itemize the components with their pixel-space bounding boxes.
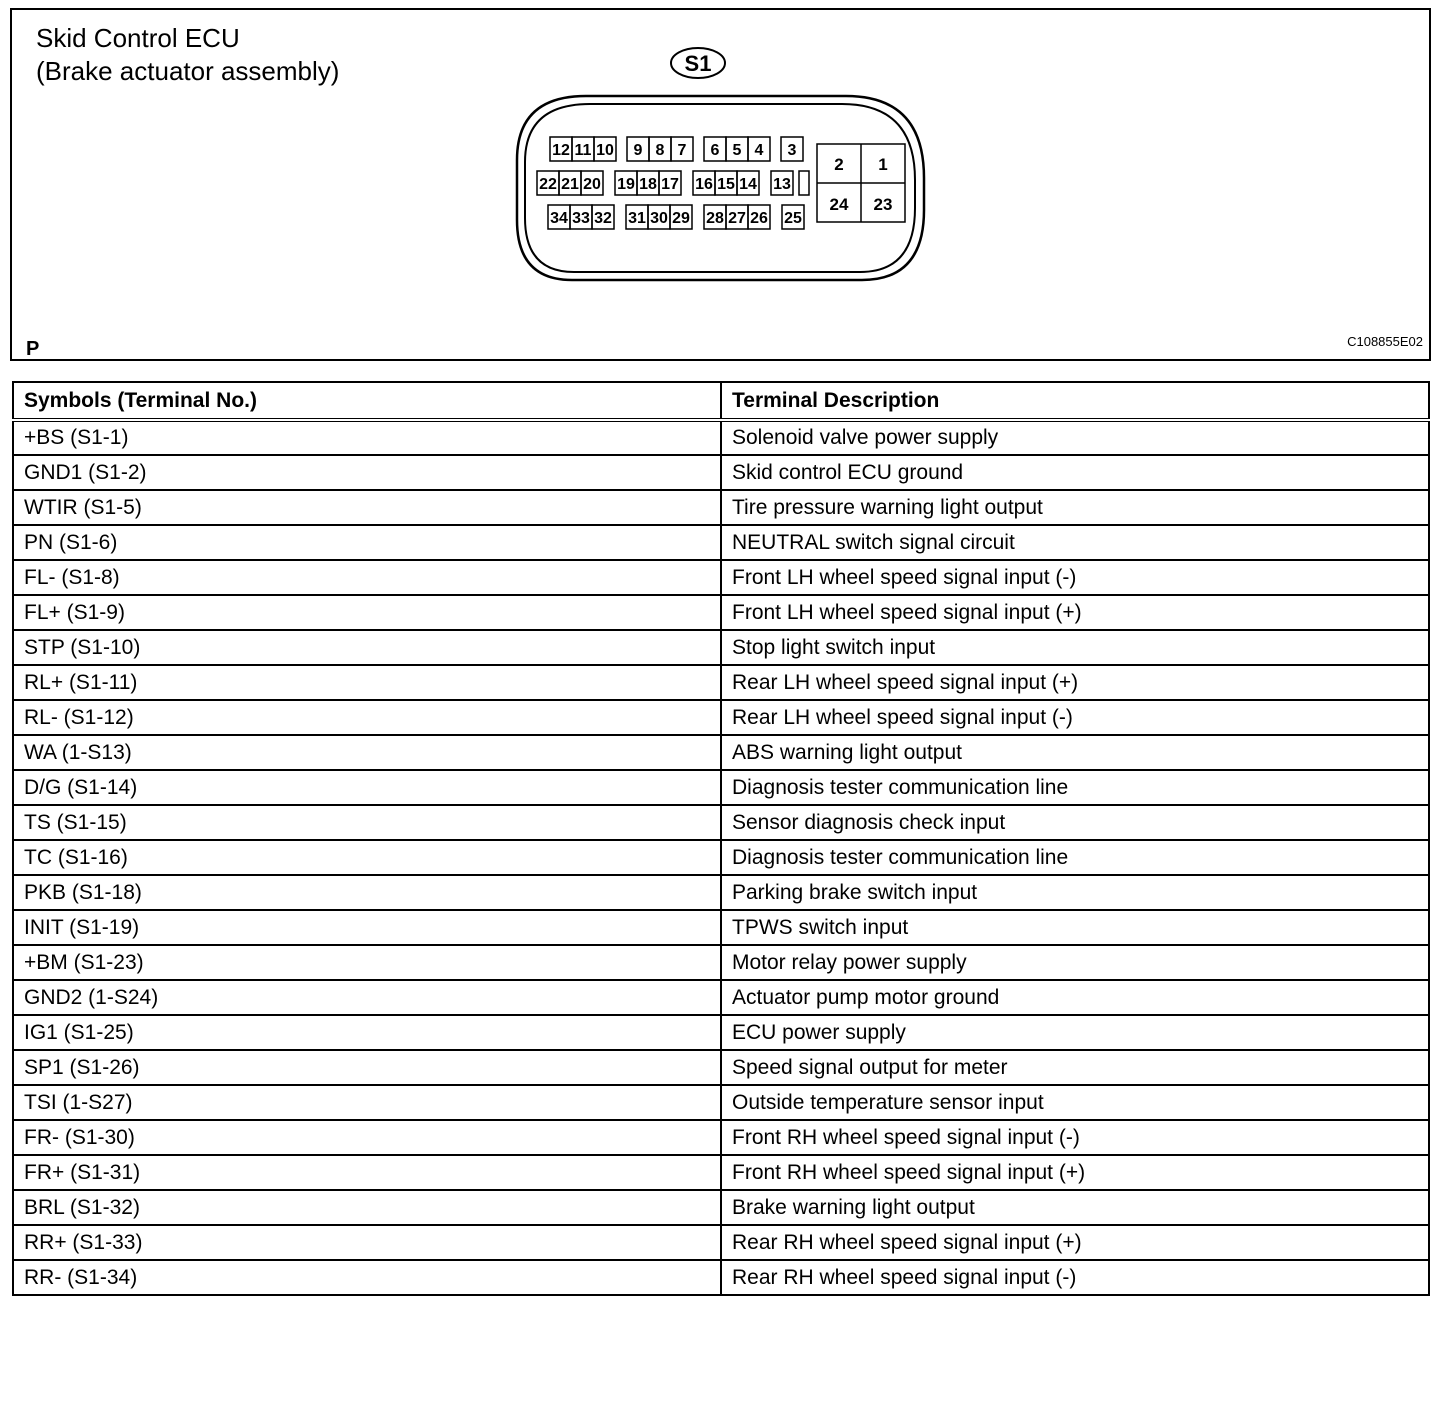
terminal-description: NEUTRAL switch signal circuit <box>721 525 1429 560</box>
terminal-description: ECU power supply <box>721 1015 1429 1050</box>
terminal-symbol: PN (S1-6) <box>13 525 721 560</box>
terminal-10: 10 <box>596 142 614 159</box>
terminal-symbol: STP (S1-10) <box>13 630 721 665</box>
table-row <box>13 910 1429 945</box>
terminal-symbol: INIT (S1-19) <box>13 910 721 945</box>
table-row <box>13 1190 1429 1225</box>
terminal-description: Parking brake switch input <box>721 875 1429 910</box>
terminal-description: Front RH wheel speed signal input (+) <box>721 1155 1429 1190</box>
terminal-12: 12 <box>552 142 570 159</box>
terminal-symbol: PKB (S1-18) <box>13 875 721 910</box>
terminal-description: Skid control ECU ground <box>721 455 1429 490</box>
table-row <box>13 455 1429 490</box>
terminal-33: 33 <box>572 210 590 227</box>
terminal-description: Rear RH wheel speed signal input (+) <box>721 1225 1429 1260</box>
terminal-31: 31 <box>628 210 646 227</box>
terminal-6: 6 <box>710 142 720 159</box>
connector-label: S1 <box>684 51 712 76</box>
table-row <box>13 630 1429 665</box>
terminal-26: 26 <box>750 210 768 227</box>
terminal-24: 24 <box>829 195 849 214</box>
table-row <box>13 1260 1429 1295</box>
terminal-3: 3 <box>787 142 797 159</box>
terminal-symbol: +BS (S1-1) <box>13 420 721 455</box>
terminal-description: Motor relay power supply <box>721 945 1429 980</box>
table-row <box>13 420 1429 455</box>
terminal-30: 30 <box>650 210 668 227</box>
table-row <box>13 1015 1429 1050</box>
terminal-description: Front LH wheel speed signal input (-) <box>721 560 1429 595</box>
terminal-description: Rear LH wheel speed signal input (+) <box>721 665 1429 700</box>
figure-code: C108855E02 <box>1347 334 1423 349</box>
table-header-row <box>13 382 1429 420</box>
terminal-symbol: FR+ (S1-31) <box>13 1155 721 1190</box>
terminal-32: 32 <box>594 210 612 227</box>
table-row <box>13 945 1429 980</box>
table-row <box>13 525 1429 560</box>
terminal-27: 27 <box>728 210 746 227</box>
terminal-34: 34 <box>550 210 568 227</box>
terminal-symbol: FR- (S1-30) <box>13 1120 721 1155</box>
terminal-symbol: FL+ (S1-9) <box>13 595 721 630</box>
terminal-symbol: GND2 (1-S24) <box>13 980 721 1015</box>
connector-drawing <box>12 10 1429 359</box>
table-row <box>13 840 1429 875</box>
terminal-symbol: WTIR (S1-5) <box>13 490 721 525</box>
terminal-description: Rear RH wheel speed signal input (-) <box>721 1260 1429 1295</box>
table-row <box>13 735 1429 770</box>
terminal-description: ABS warning light output <box>721 735 1429 770</box>
table-row <box>13 1120 1429 1155</box>
terminal-5: 5 <box>732 142 742 159</box>
terminal-17: 17 <box>661 176 679 193</box>
terminal-symbol: +BM (S1-23) <box>13 945 721 980</box>
terminal-symbol: GND1 (S1-2) <box>13 455 721 490</box>
terminal-28: 28 <box>706 210 724 227</box>
terminal-16: 16 <box>695 176 713 193</box>
table-row <box>13 1225 1429 1260</box>
title-line-2: (Brake actuator assembly) <box>36 56 340 86</box>
table-row <box>13 1155 1429 1190</box>
terminal-29: 29 <box>672 210 690 227</box>
terminal-symbol: SP1 (S1-26) <box>13 1050 721 1085</box>
table-row <box>13 805 1429 840</box>
terminal-description: Front LH wheel speed signal input (+) <box>721 595 1429 630</box>
terminal-symbol: TC (S1-16) <box>13 840 721 875</box>
terminal-description: Front RH wheel speed signal input (-) <box>721 1120 1429 1155</box>
table-row <box>13 560 1429 595</box>
table-row <box>13 1050 1429 1085</box>
column-header-symbols: Symbols (Terminal No.) <box>13 382 721 420</box>
table-row <box>13 1085 1429 1120</box>
terminal-symbol: WA (1-S13) <box>13 735 721 770</box>
terminal-symbol: RL- (S1-12) <box>13 700 721 735</box>
terminal-description: TPWS switch input <box>721 910 1429 945</box>
terminal-description: Solenoid valve power supply <box>721 420 1429 455</box>
terminal-symbol: TS (S1-15) <box>13 805 721 840</box>
terminal-9: 9 <box>633 142 643 159</box>
table-row <box>13 875 1429 910</box>
terminal-description: Diagnosis tester communication line <box>721 840 1429 875</box>
table-row <box>13 595 1429 630</box>
terminal-symbol: RR+ (S1-33) <box>13 1225 721 1260</box>
column-header-description: Terminal Description <box>721 382 1429 420</box>
connector-diagram-panel <box>10 8 1431 361</box>
terminal-22: 22 <box>539 176 557 193</box>
terminal-13: 13 <box>773 176 791 193</box>
title-line-1: Skid Control ECU <box>36 23 240 53</box>
terminal-symbol: RR- (S1-34) <box>13 1260 721 1295</box>
table-row <box>13 700 1429 735</box>
terminal-description: Diagnosis tester communication line <box>721 770 1429 805</box>
terminal-23: 23 <box>873 195 893 214</box>
terminal-description: Outside temperature sensor input <box>721 1085 1429 1120</box>
terminal-21: 21 <box>561 176 579 193</box>
table-row <box>13 770 1429 805</box>
terminal-19: 19 <box>617 176 635 193</box>
terminal-symbol: D/G (S1-14) <box>13 770 721 805</box>
terminal-symbol: BRL (S1-32) <box>13 1190 721 1225</box>
terminal-symbol: RL+ (S1-11) <box>13 665 721 700</box>
blank-cavity <box>799 171 809 195</box>
terminal-1: 1 <box>878 155 888 174</box>
terminal-description: Actuator pump motor ground <box>721 980 1429 1015</box>
terminal-description: Speed signal output for meter <box>721 1050 1429 1085</box>
terminal-symbol: TSI (1-S27) <box>13 1085 721 1120</box>
terminal-25: 25 <box>784 210 802 227</box>
table-row <box>13 490 1429 525</box>
terminal-4: 4 <box>754 142 764 159</box>
table-row <box>13 980 1429 1015</box>
terminal-2: 2 <box>834 155 844 174</box>
terminal-15: 15 <box>717 176 735 193</box>
terminal-symbol: FL- (S1-8) <box>13 560 721 595</box>
terminal-11: 11 <box>574 142 592 159</box>
terminal-18: 18 <box>639 176 657 193</box>
terminal-description: Brake warning light output <box>721 1190 1429 1225</box>
terminal-description: Stop light switch input <box>721 630 1429 665</box>
table-row <box>13 665 1429 700</box>
terminal-7: 7 <box>677 142 687 159</box>
corner-mark: P <box>26 338 40 360</box>
terminal-symbol: IG1 (S1-25) <box>13 1015 721 1050</box>
terminal-description: Rear LH wheel speed signal input (-) <box>721 700 1429 735</box>
terminal-14: 14 <box>739 176 757 193</box>
terminal-table <box>12 381 1430 1296</box>
terminal-description: Tire pressure warning light output <box>721 490 1429 525</box>
terminal-8: 8 <box>655 142 665 159</box>
terminal-20: 20 <box>583 176 601 193</box>
terminal-description: Sensor diagnosis check input <box>721 805 1429 840</box>
